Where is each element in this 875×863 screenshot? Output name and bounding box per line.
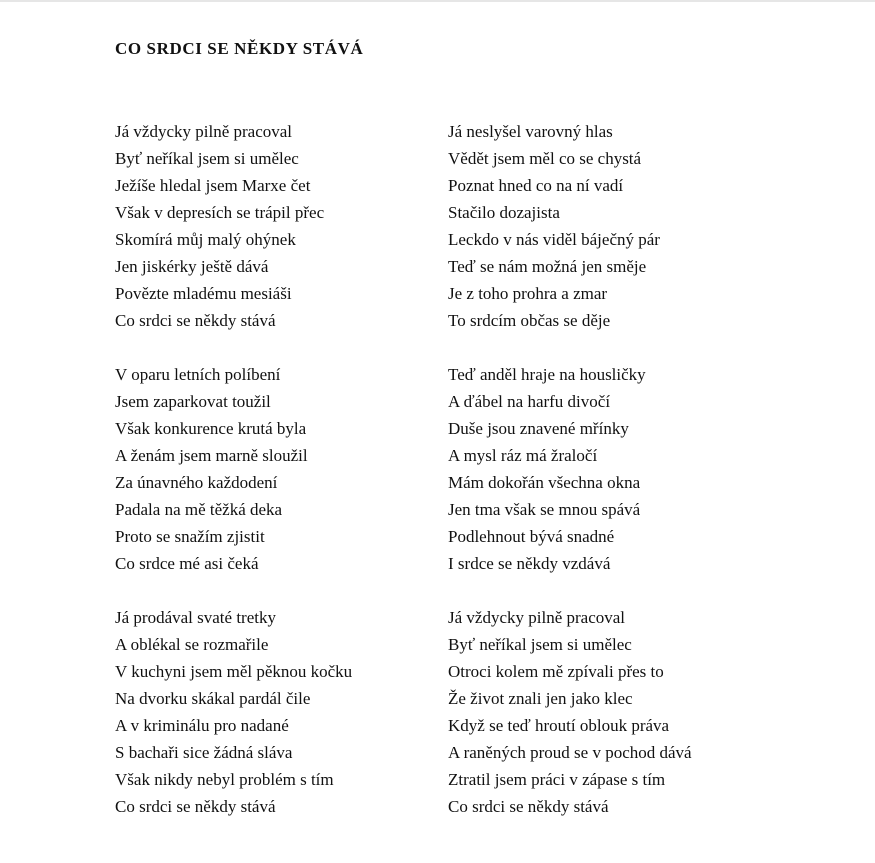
stanza-left-2 — [115, 361, 445, 577]
verse-line: Poznat hned co na ní vadí — [448, 176, 624, 195]
verse-line: To srdcím občas se děje — [448, 311, 611, 330]
stanza-right-3 — [448, 604, 778, 820]
stanza-left-1 — [115, 118, 445, 334]
verse-line: Byť neříkal jsem si umělec — [115, 149, 299, 168]
verse-line: A mysl ráz má žraločí — [448, 446, 598, 465]
verse-line: Já neslyšel varovný hlas — [448, 122, 613, 141]
verse-line: Co srdci se někdy stává — [115, 311, 276, 330]
verse-line: Duše jsou znavené mřínky — [448, 419, 629, 438]
verse-line: Otroci kolem mě zpívali přes to — [448, 662, 664, 681]
right-column — [448, 118, 778, 847]
verse-line: Povězte mladému mesiáši — [115, 284, 292, 303]
verse-line: Co srdci se někdy stává — [115, 797, 276, 816]
stanza-right-2 — [448, 361, 778, 577]
verse-line: Že život znali jen jako klec — [448, 689, 633, 708]
verse-line: Já vždycky pilně pracoval — [115, 122, 293, 141]
verse-line: Jen jiskérky ještě dává — [115, 257, 269, 276]
verse-line: Byť neříkal jsem si umělec — [448, 635, 632, 654]
verse-line: Co srdce mé asi čeká — [115, 554, 259, 573]
verse-line: Na dvorku skákal pardál čile — [115, 689, 311, 708]
verse-line: S bachaři sice žádná sláva — [115, 743, 293, 762]
verse-line: A oblékal se rozmařile — [115, 635, 269, 654]
verse-line: V oparu letních políbení — [115, 365, 281, 384]
verse-line: Podlehnout bývá snadné — [448, 527, 615, 546]
verse-line: Vědět jsem měl co se chystá — [448, 149, 642, 168]
verse-line: A raněných proud se v pochod dává — [448, 743, 692, 762]
top-divider — [0, 0, 875, 2]
verse-line: V kuchyni jsem měl pěknou kočku — [115, 662, 353, 681]
verse-line: Jsem zaparkovat toužil — [115, 392, 271, 411]
verse-line: Já vždycky pilně pracoval — [448, 608, 626, 627]
verse-line: Padala na mě těžká deka — [115, 500, 283, 519]
verse-line: Však nikdy nebyl problém s tím — [115, 770, 334, 789]
verse-line: Za únavného každodení — [115, 473, 278, 492]
verse-line: Ježíše hledal jsem Marxe čet — [115, 176, 311, 195]
verse-line: I srdce se někdy vzdává — [448, 554, 611, 573]
verse-line: Proto se snažím zjistit — [115, 527, 265, 546]
verse-line: Já prodával svaté tretky — [115, 608, 276, 627]
verse-line: Mám dokořán všechna okna — [448, 473, 641, 492]
verse-line: A ďábel na harfu divočí — [448, 392, 611, 411]
verse-line: A ženám jsem marně sloužil — [115, 446, 308, 465]
verse-line: A v kriminálu pro nadané — [115, 716, 289, 735]
verse-line: Však konkurence krutá byla — [115, 419, 307, 438]
stanza-left-3 — [115, 604, 445, 820]
verse-line: Stačilo dozajista — [448, 203, 560, 222]
verse-line: Leckdo v nás viděl báječný pár — [448, 230, 660, 249]
verse-line: Je z toho prohra a zmar — [448, 284, 608, 303]
left-column — [115, 118, 445, 847]
verse-line: Ztratil jsem práci v zápase s tím — [448, 770, 666, 789]
verse-line: Skomírá můj malý ohýnek — [115, 230, 296, 249]
stanza-right-1 — [448, 118, 778, 334]
poem-title: CO SRDCI SE NĚKDY STÁVÁ — [115, 39, 364, 58]
verse-line: Teď se nám možná jen směje — [448, 257, 647, 276]
verse-line: Co srdci se někdy stává — [448, 797, 609, 816]
verse-line: Však v depresích se trápil přec — [115, 203, 325, 222]
verse-line: Když se teď hroutí oblouk práva — [448, 716, 670, 735]
verse-line: Jen tma však se mnou spává — [448, 500, 641, 519]
verse-line: Teď anděl hraje na housličky — [448, 365, 646, 384]
